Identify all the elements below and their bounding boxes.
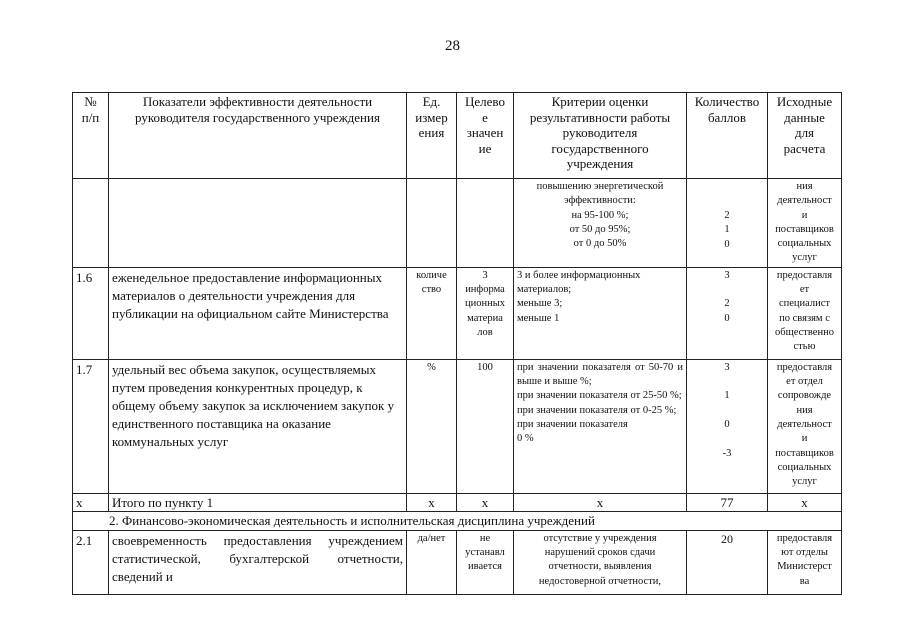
cell-indicator: Итого по пункту 1 [109,493,407,511]
cell-points: 2 1 0 [687,179,768,268]
cell-indicator: еженедельное предоставление информационных материалов о деятельности учреждения для публикации на официальном сайте Министерства [109,267,407,359]
header-indicator: Показатели эффективности деятельности руководителя государственного учреждения [109,93,407,179]
cell-points: 3 1 0 -3 [687,359,768,493]
cell-points: 77 [687,493,768,511]
table-row [73,179,842,268]
section-heading: 2. Финансово-экономическая деятельность и исполнительская дисциплина учреждений [73,511,842,530]
cell-target [457,179,514,268]
cell-unit: количе ство [407,267,457,359]
cell-points: 20 [687,530,768,594]
cell-target: 3 информа ционных материа лов [457,267,514,359]
page-number: 28 [445,38,460,54]
table-header-row [73,93,842,179]
cell-indicator: удельный вес объема закупок, осуществляемых путем проведения конкурентных процедур, к общему объему закупок за исключением закупок у единственного поставщика на оказание коммунальных услуг [109,359,407,493]
cell-criteria: х [514,493,687,511]
header-points: Количество баллов [687,93,768,179]
cell-criteria: повышению энергетической эффективности: на 95-100 %; от 50 до 95%; от 0 до 50% [514,179,687,268]
cell-indicator: своевременность предоставления учреждением статистической, бухгалтерской отчетности, сведений и [109,530,407,594]
cell-unit: х [407,493,457,511]
header-source: Исходные данные для расчета [768,93,842,179]
cell-unit: % [407,359,457,493]
cell-unit: да/нет [407,530,457,594]
cell-points: 3 2 0 [687,267,768,359]
section-heading-row [73,511,842,530]
table-row [73,267,842,359]
header-num: № п/п [73,93,109,179]
cell-target: не устанавл ивается [457,530,514,594]
header-target: Целево е значен ие [457,93,514,179]
cell-target: х [457,493,514,511]
cell-criteria: отсутствие у учреждения нарушений сроков сдачи отчетности, выявления недостоверной отчетности, [514,530,687,594]
cell-indicator [109,179,407,268]
cell-source: предоставля ют отделы Министерст ва [768,530,842,594]
cell-num: 2.1 [73,530,109,594]
cell-num: 1.6 [73,267,109,359]
cell-num: 1.7 [73,359,109,493]
table-row [73,359,842,493]
cell-source: предоставля ет специалист по связям с общественно стью [768,267,842,359]
table-row [73,530,842,594]
cell-unit [407,179,457,268]
cell-num: х [73,493,109,511]
indicators-table [72,92,842,595]
header-criteria: Критерии оценки результативности работы руководителя государственного учреждения [514,93,687,179]
cell-criteria: 3 и более информационных материалов; меньше 3; меньше 1 [514,267,687,359]
cell-source: х [768,493,842,511]
cell-source: ния деятельност и поставщиков социальных услуг [768,179,842,268]
cell-target: 100 [457,359,514,493]
header-unit: Ед. измер ения [407,93,457,179]
total-row [73,493,842,511]
cell-num [73,179,109,268]
cell-source: предоставля ет отдел сопровожде ния деятельност и поставщиков социальных услуг [768,359,842,493]
cell-criteria: при значении показателя от 50-70 и выше и выше %; при значении показателя от 25-50 %; при значении показателя от 0-25 %; при значении показателя 0 % [514,359,687,493]
